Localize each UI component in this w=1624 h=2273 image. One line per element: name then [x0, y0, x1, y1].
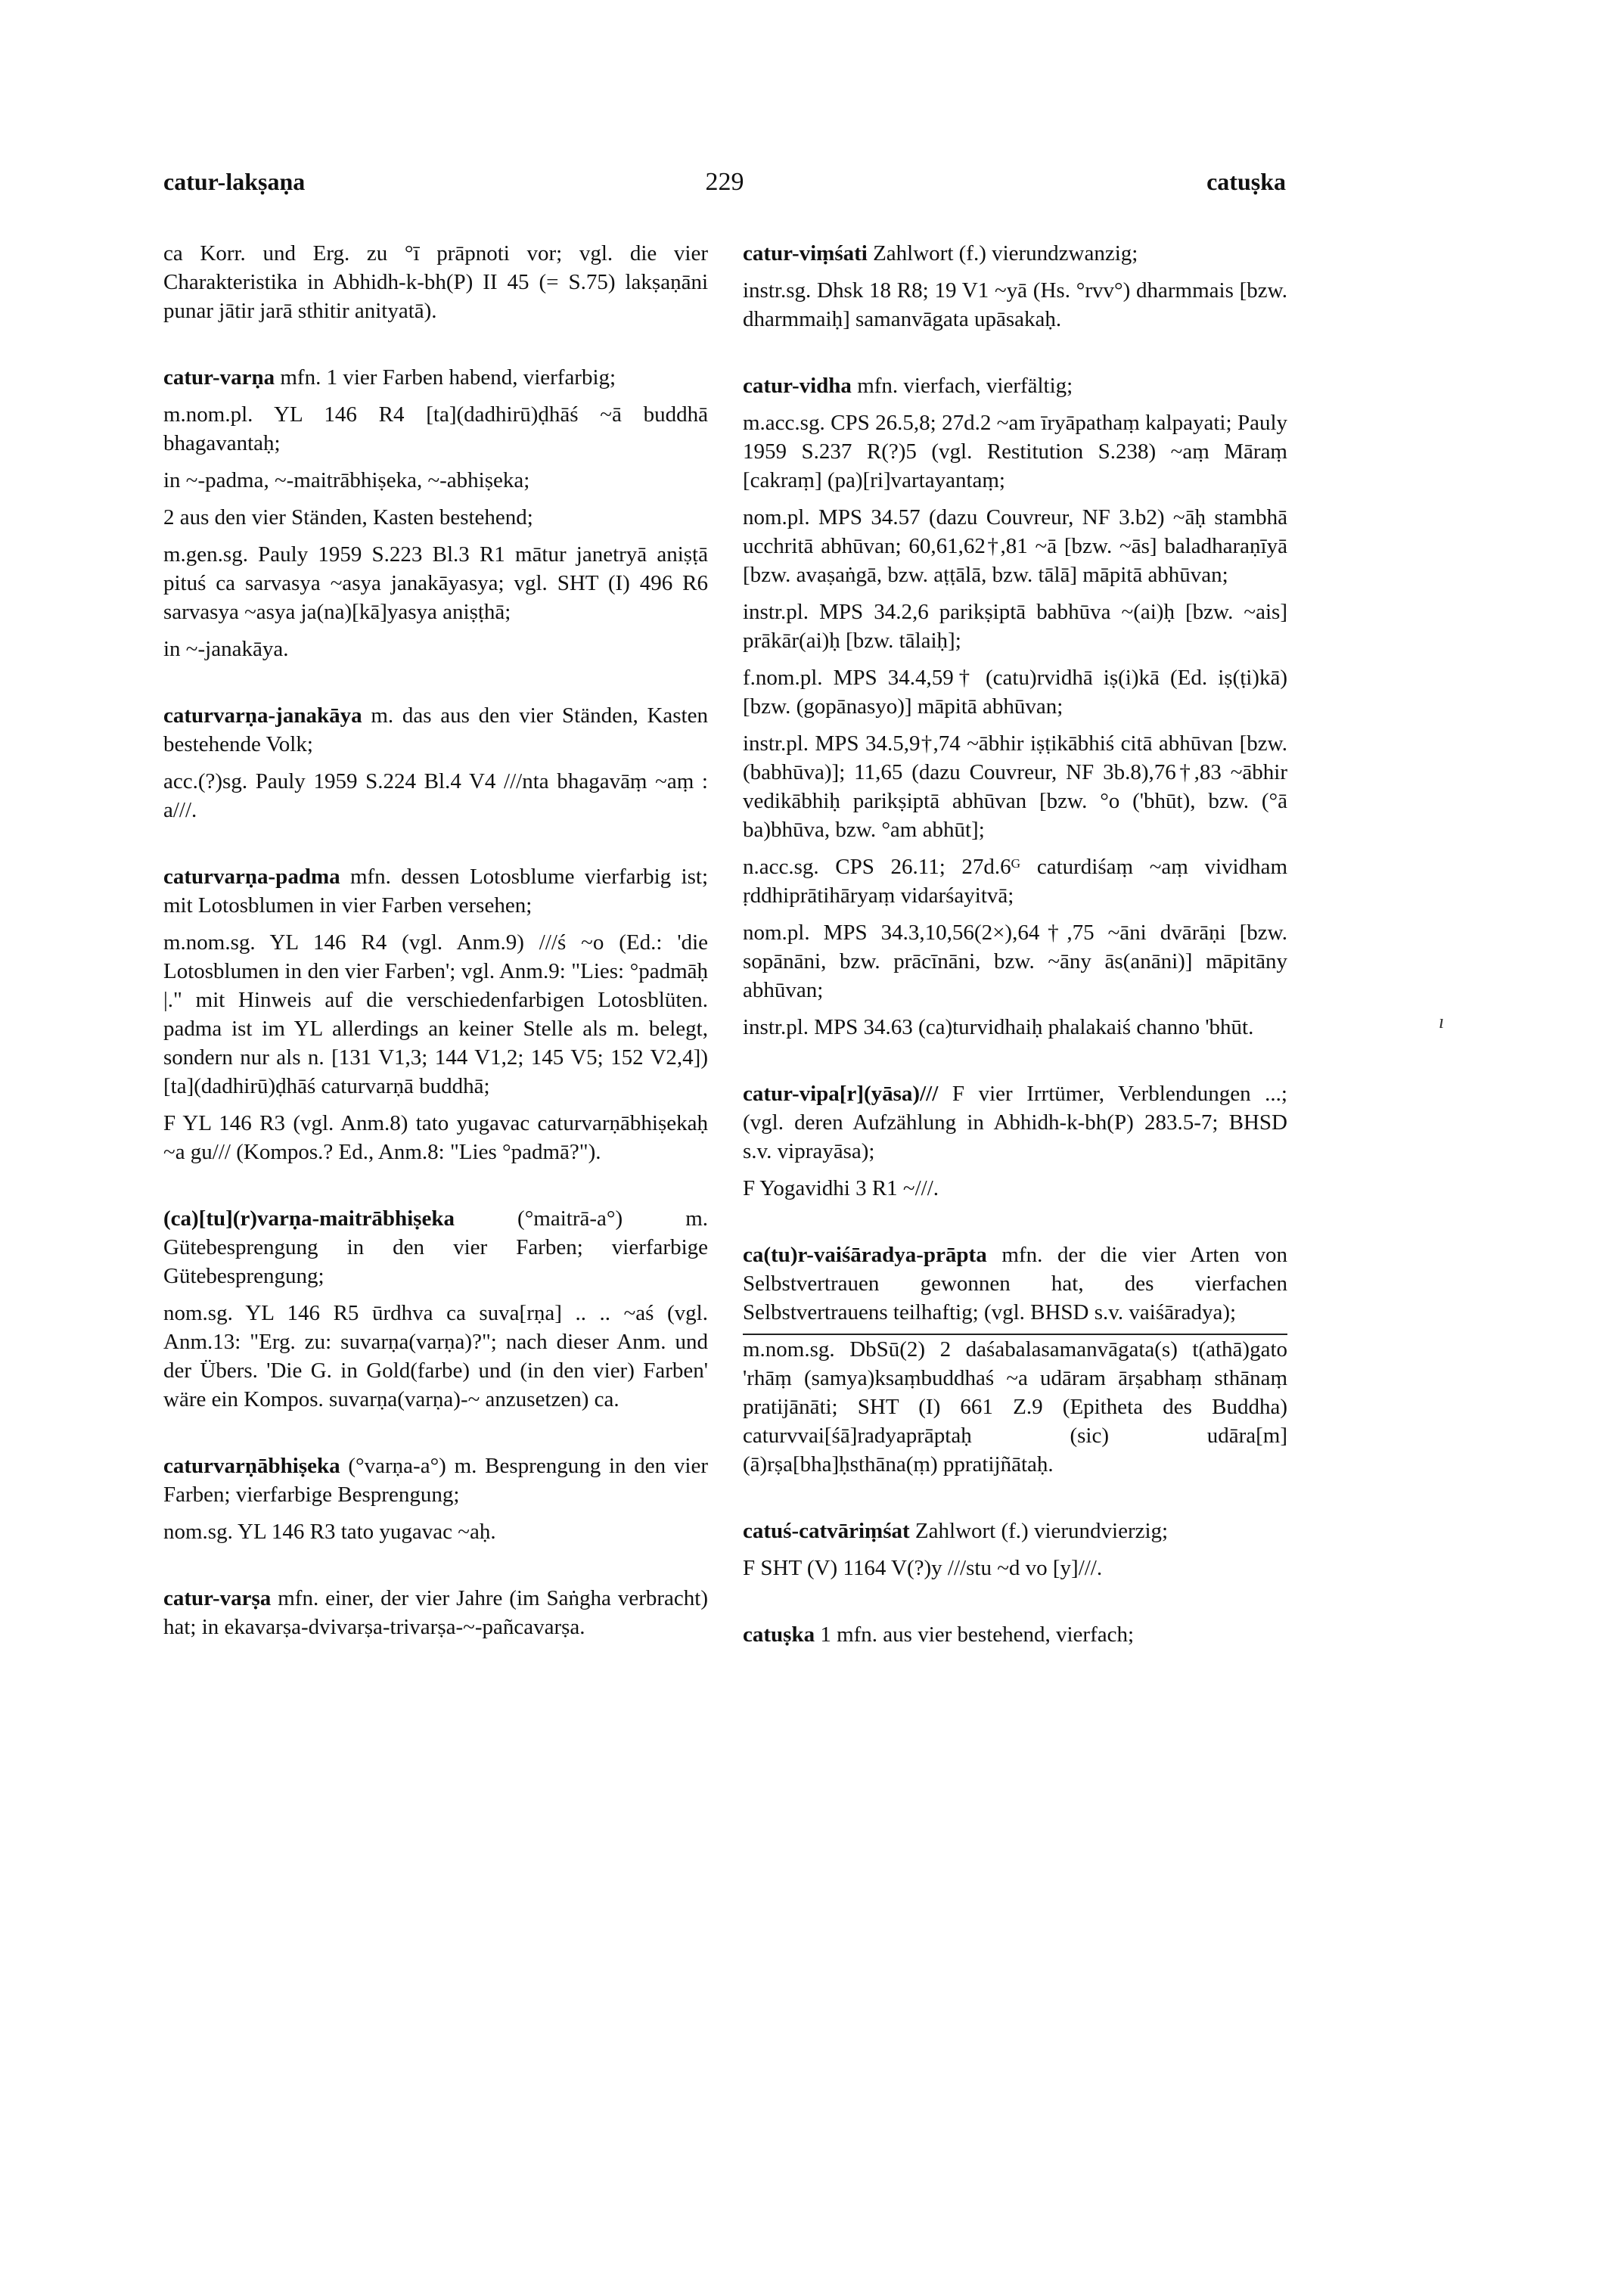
- entry-text: Zahlwort (f.) vierundvierzig;: [909, 1519, 1169, 1543]
- entry-paragraph: [743, 852, 1287, 910]
- entry-paragraph: [743, 276, 1287, 334]
- dictionary-entry: [743, 1241, 1287, 1327]
- entry-paragraph: [743, 598, 1287, 655]
- entry-text: mfn. vierfach, vierfältig;: [851, 374, 1073, 398]
- dictionary-entry: [163, 701, 708, 759]
- dictionary-entry: [743, 239, 1287, 268]
- entry-text: nom.sg. YL 146 R5 ūrdhva ca suva[rṇa] .. .. ~aś (vgl. Anm.13: "Erg. zu: suvarṇa(varṇa)?"; nach dieser Anm. und der Übers. 'Die G. in Gold(farbe) und (in den vier) Farben' wäre ein Kompos. suvarṇa(varṇa)-~ anzusetzen) ca.: [163, 1301, 708, 1411]
- entry-separator-rule: [743, 1334, 1287, 1335]
- left-column: [163, 239, 708, 1650]
- headword: catuṣka: [743, 1622, 815, 1647]
- entry-text: instr.sg. Dhsk 18 R8; 19 V1 ~yā (Hs. °rvv°) dharmmais [bzw. dharmmaiḥ] samanvāgata upāsakaḥ.: [743, 278, 1287, 331]
- entry-paragraph: [163, 767, 708, 824]
- headword: catur-vipa[r](yāsa)///: [743, 1082, 939, 1106]
- entry-text: F SHT (V) 1164 V(?)y ///stu ~d vo [y]///.: [743, 1556, 1103, 1580]
- entry-text: mfn. dessen Lotosblume vierfarbig ist; mit Lotosblumen in vier Farben versehen;: [163, 865, 708, 918]
- dictionary-entry: [743, 371, 1287, 400]
- page-number: 229: [705, 168, 744, 196]
- entry-paragraph: [163, 540, 708, 626]
- headword: caturvarṇa-janakāya: [163, 703, 362, 728]
- entry-text: instr.pl. MPS 34.63 (ca)turvidhaiḥ phalakaiś channo 'bhūt.: [743, 1015, 1254, 1039]
- entry-paragraph: [163, 466, 708, 495]
- entry-text: acc.(?)sg. Pauly 1959 S.224 Bl.4 V4 ///nta bhagavāṃ ~aṃ : a///.: [163, 769, 708, 822]
- headword: catur-varṣa: [163, 1586, 272, 1610]
- entry-text: 2 aus den vier Ständen, Kasten bestehend;: [163, 505, 533, 529]
- headword: caturvarṇa-padma: [163, 865, 340, 889]
- entry-paragraph: [743, 1174, 1287, 1203]
- entry-text: m.nom.sg. YL 146 R4 (vgl. Anm.9) ///ś ~o (Ed.: 'die Lotosblumen in den vier Farben'; vgl. Anm.9: "Lies: °padmāḥ |." mit Hinweis auf die verschiedenfarbigen Lotosblüten. padma ist im YL allerdings an keiner Stelle als m. belegt, sondern nur als n. [131 V1,3; 144 V1,2; 145 V5; 152 V2,4]) [ta](dadhirū)ḍhāś caturvarṇā buddhā;: [163, 930, 708, 1098]
- entry-text: mfn. einer, der vier Jahre (im Saṅgha verbracht) hat; in ekavarṣa-dvivarṣa-trivarṣa-~-pañcavarṣa.: [163, 1586, 708, 1639]
- entry-paragraph: [743, 1013, 1287, 1042]
- headword: caturvarṇābhiṣeka: [163, 1454, 340, 1478]
- entry-paragraph: [743, 918, 1287, 1005]
- entry-paragraph: [743, 503, 1287, 589]
- headword: catur-vidha: [743, 374, 852, 398]
- dictionary-entry: [163, 1452, 708, 1509]
- entry-paragraph: [163, 1299, 708, 1414]
- dictionary-entry: [163, 363, 708, 392]
- entry-text: F YL 146 R3 (vgl. Anm.8) tato yugavac caturvarṇābhiṣekaḥ ~a gu/// (Kompos.? Ed., Anm.8: "Lies °padmā?").: [163, 1111, 708, 1164]
- dictionary-entry: [163, 862, 708, 920]
- entry-text: (°maitrā-a°) m. Gütebesprengung in den vier Farben; vierfarbige Gütebesprengung;: [163, 1206, 708, 1288]
- entry-text: m.gen.sg. Pauly 1959 S.223 Bl.3 R1 mātur janetryā aniṣṭā pituś ca sarvasya ~asya janakāyasya; vgl. SHT (I) 496 R6 sarvasya ~asya ja(na)[kā]yasya aniṣṭhā;: [163, 542, 708, 624]
- right-column: [743, 239, 1287, 1657]
- entry-text: mfn. der die vier Arten von Selbstvertrauen gewonnen hat, des vierfachen Selbstvertrauens teilhaftig; (vgl. BHSD s.v. vaiśāradya);: [743, 1243, 1287, 1324]
- entry-text: m. das aus den vier Ständen, Kasten bestehende Volk;: [163, 703, 708, 756]
- headword: ca(tu)r-vaiśāradya-prāpta: [743, 1243, 987, 1267]
- header-first-entry: catur-lakṣaṇa: [163, 168, 306, 195]
- dictionary-entry: [743, 1517, 1287, 1545]
- entry-text: (°varṇa-a°) m. Besprengung in den vier Farben; vierfarbige Besprengung;: [163, 1454, 708, 1507]
- entry-paragraph: [163, 635, 708, 663]
- entry-paragraph: [163, 1109, 708, 1166]
- entry-text: nom.pl. MPS 34.57 (dazu Couvreur, NF 3.b2) ~āḥ stambhā ucchritā abhūvan; 60,61,62†,81 ~ā [bzw. ~ās] baladharaṇīyā [bzw. avaṣaṅgā, bzw. aṭṭālā, bzw. tālā] māpitā abhūvan;: [743, 505, 1287, 587]
- entry-text: f.nom.pl. MPS 34.4,59† (catu)rvidhā iṣ(i)kā (Ed. iṣ(ṭi)kā) [bzw. (gopānasyo)] māpitā abhūvan;: [743, 666, 1287, 719]
- entry-text: F Yogavidhi 3 R1 ~///.: [743, 1176, 939, 1200]
- headword: catur-varṇa: [163, 365, 275, 390]
- entry-text: Zahlwort (f.) vierundzwanzig;: [867, 241, 1138, 265]
- dictionary-entry: [163, 1204, 708, 1290]
- dictionary-entry: [743, 1079, 1287, 1166]
- page-header: [163, 168, 1286, 206]
- dictionary-entry: [743, 1620, 1287, 1649]
- entry-text: nom.pl. MPS 34.3,10,56(2×),64†,75 ~āni dvārāṇi [bzw. sopānāni, bzw. prācīnāni, bzw. ~āny ās(anāni)] māpitāny abhūvan;: [743, 921, 1287, 1002]
- entry-text: mfn. 1 vier Farben habend, vierfarbig;: [275, 365, 616, 390]
- entry-text: m.nom.pl. YL 146 R4 [ta](dadhirū)ḍhāś ~ā buddhā bhagavantaḥ;: [163, 402, 708, 455]
- entry-paragraph: [163, 1517, 708, 1546]
- entry-paragraph: [743, 663, 1287, 721]
- dictionary-entry: [163, 1584, 708, 1641]
- entry-paragraph: [163, 503, 708, 532]
- entry-paragraph: [163, 239, 708, 325]
- headword: catuś-catvāriṃśat: [743, 1519, 910, 1543]
- entry-text: n.acc.sg. CPS 26.11; 27d.6ᴳ caturdiśaṃ ~aṃ vividham ṛddhiprātihāryaṃ vidarśayitvā;: [743, 855, 1287, 908]
- entry-text: in ~-janakāya.: [163, 637, 289, 661]
- entry-paragraph: [743, 1335, 1287, 1479]
- entry-text: ca Korr. und Erg. zu °ī prāpnoti vor; vgl. die vier Charakteristika in Abhidh-k-bh(P) II 45 (= S.75) lakṣaṇāni punar jātir jarā sthitir anityatā).: [163, 241, 708, 323]
- entry-text: 1 mfn. aus vier bestehend, vierfach;: [815, 1622, 1135, 1647]
- entry-text: m.acc.sg. CPS 26.5,8; 27d.2 ~am īryāpathaṃ kalpayati; Pauly 1959 S.237 R(?)5 (vgl. Restitution S.238) ~aṃ Māraṃ [cakraṃ] (pa)[ri]vartayantaṃ;: [743, 411, 1287, 492]
- entry-text: instr.pl. MPS 34.5,9†,74 ~ābhir iṣṭikābhiś citā abhūvan [bzw. (babhūva)]; 11,65 (dazu Couvreur, NF 3b.8),76†,83 ~ābhir vedikābhiḥ parikṣiptā abhūvan [bzw. °o ('bhūt), bzw. (°ā ba)bhūva, bzw. °am abhūt];: [743, 731, 1287, 842]
- entry-text: m.nom.sg. DbSū(2) 2 daśabalasamanvāgata(s) t(athā)gato 'rhāṃ (samya)ksaṃbuddhaś ~a udāram ārṣabhaṃ sthānaṃ pratijānāti; SHT (I) 661 Z.9 (Epitheta des Buddha) caturvvai[śā]radyaprāptaḥ (sic) udāra[m] (ā)rṣa[bha]ḥsthāna(ṃ) ppratijñātaḥ.: [743, 1337, 1287, 1477]
- headword: catur-viṃśati: [743, 241, 868, 265]
- entry-paragraph: [163, 928, 708, 1101]
- entry-paragraph: [743, 729, 1287, 844]
- entry-text: nom.sg. YL 146 R3 tato yugavac ~aḥ.: [163, 1520, 496, 1544]
- entry-text: in ~-padma, ~-maitrābhiṣeka, ~-abhiṣeka;: [163, 468, 530, 492]
- headword: (ca)[tu](r)varṇa-maitrābhiṣeka: [163, 1206, 455, 1231]
- margin-mark: ı: [1439, 1011, 1445, 1032]
- entry-text: F vier Irrtümer, Verblendungen ...; (vgl. deren Aufzählung in Abhidh-k-bh(P) 283.5-7; BHSD s.v. viprayāsa);: [743, 1082, 1287, 1163]
- entry-paragraph: [163, 400, 708, 458]
- header-last-entry: catuṣka: [1206, 168, 1286, 195]
- entry-paragraph: [743, 408, 1287, 495]
- entry-text: instr.pl. MPS 34.2,6 parikṣiptā babhūva ~(ai)ḥ [bzw. ~ais] prākār(ai)ḥ [bzw. tālaiḥ];: [743, 600, 1287, 653]
- entry-paragraph: [743, 1554, 1287, 1582]
